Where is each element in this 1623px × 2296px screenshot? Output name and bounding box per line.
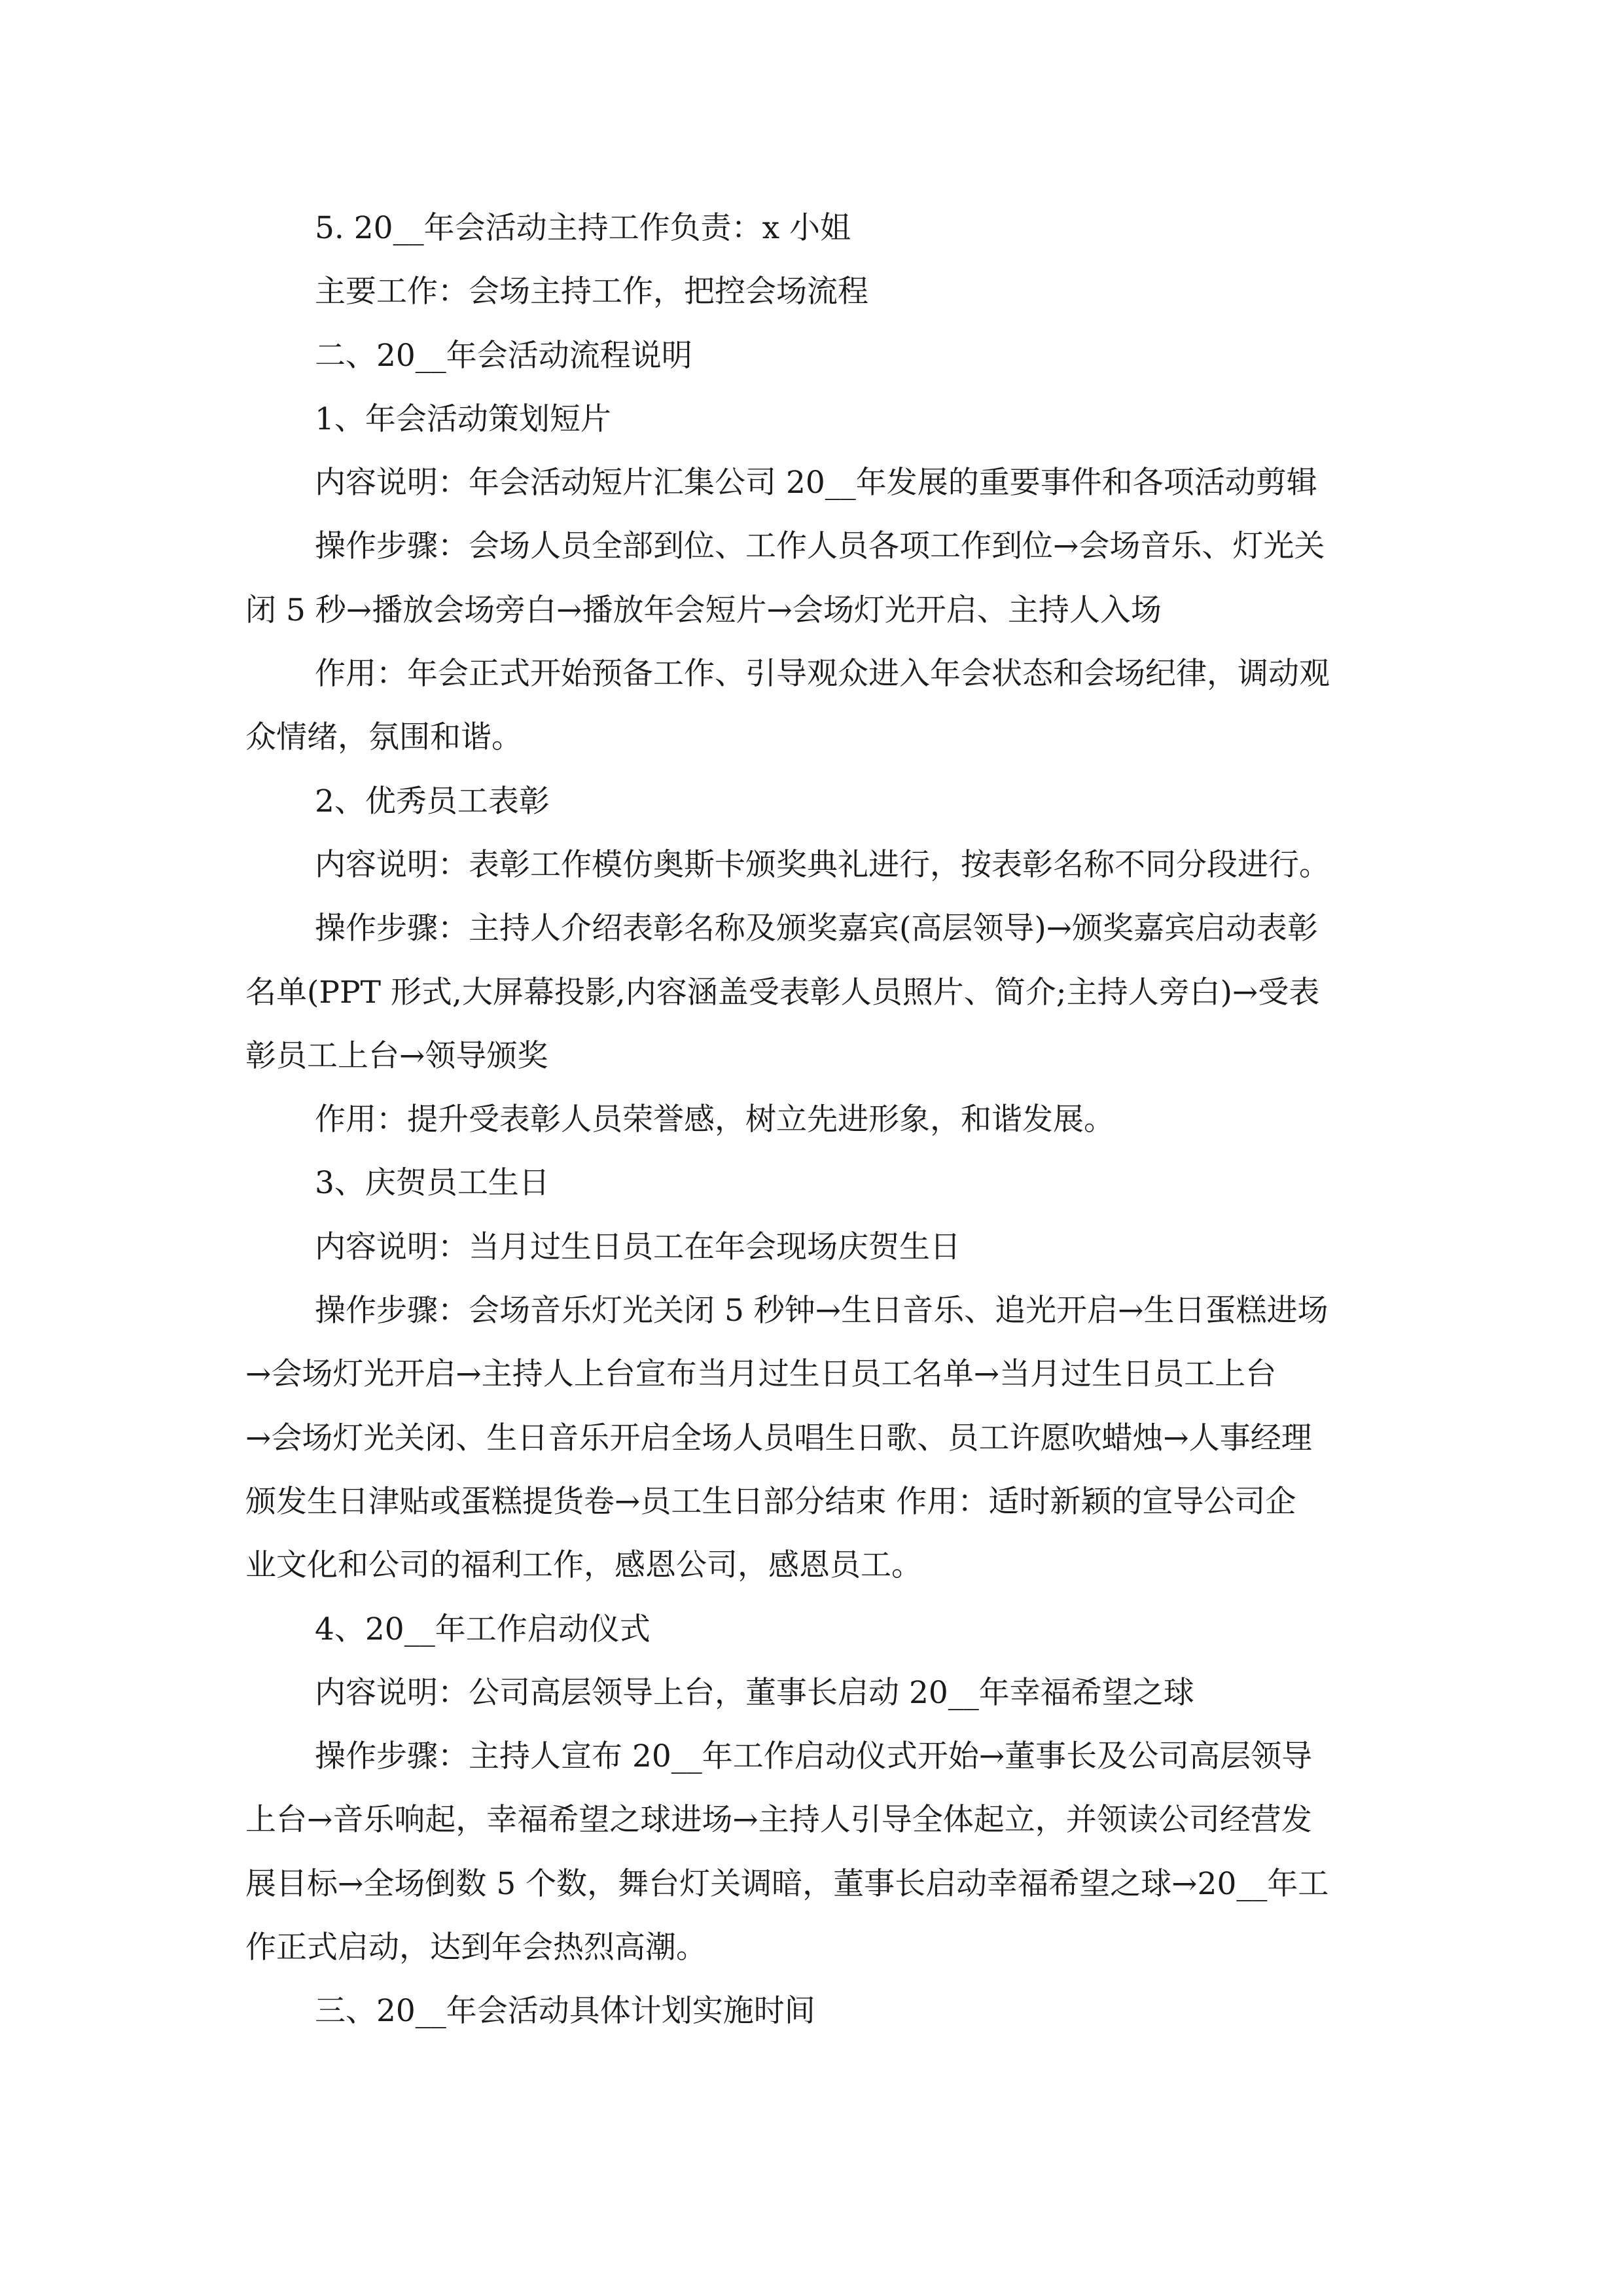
text-line: 3、庆贺员工生日 (315, 1165, 550, 1202)
text-line: 上台→音乐响起，幸福希望之球进场→主持人引导全体起立，并领读公司经营发 (245, 1802, 1312, 1839)
text-line: 1、年会活动策划短片 (315, 401, 611, 437)
text-line: 众情绪，氛围和谐。 (245, 719, 522, 756)
text-line: 4、20__年工作启动仪式 (315, 1611, 651, 1647)
text-line: 彰员工上台→领导颁奖 (245, 1037, 548, 1074)
text-line: 内容说明：当月过生日员工在年会现场庆贺生日 (315, 1229, 961, 1265)
text-line: 内容说明：公司高层领导上台，董事长启动 20__年幸福希望之球 (315, 1674, 1194, 1711)
text-line: 5. 20__年会活动主持工作负责：x 小姐 (315, 210, 851, 246)
text-line: 内容说明：表彰工作模仿奥斯卡颁奖典礼进行，按表彰名称不同分段进行。 (315, 846, 1330, 883)
text-line: 操作步骤：主持人宣布 20__年工作启动仪式开始→董事长及公司高层领导 (315, 1738, 1313, 1775)
text-line: 名单(PPT 形式,大屏幕投影,内容涵盖受表彰人员照片、简介;主持人旁白)→受表 (245, 974, 1320, 1011)
text-line: 作正式启动，达到年会热烈高潮。 (245, 1929, 707, 1966)
text-line: →会场灯光开启→主持人上台宣布当月过生日员工名单→当月过生日员工上台 (245, 1356, 1277, 1393)
text-line: 操作步骤：会场人员全部到位、工作人员各项工作到位→会场音乐、灯光关 (315, 528, 1325, 565)
text-line: 2、优秀员工表彰 (315, 783, 550, 819)
text-line: 主要工作：会场主持工作，把控会场流程 (315, 274, 868, 310)
text-line: →会场灯光关闭、生日音乐开启全场人员唱生日歌、员工许愿吹蜡烛→人事经理 (245, 1420, 1312, 1456)
text-line: 展目标→全场倒数 5 个数，舞台灯关调暗，董事长启动幸福希望之球→20__年工 (245, 1865, 1329, 1902)
text-line: 操作步骤：主持人介绍表彰名称及颁奖嘉宾(高层领导)→颁奖嘉宾启动表彰 (315, 910, 1319, 947)
text-line: 作用：年会正式开始预备工作、引导观众进入年会状态和会场纪律，调动观 (315, 656, 1330, 692)
text-line: 闭 5 秒→播放会场旁白→播放年会短片→会场灯光开启、主持人入场 (245, 592, 1162, 628)
text-line: 三、20__年会活动具体计划实施时间 (315, 1993, 815, 2030)
text-line: 内容说明：年会活动短片汇集公司 20__年发展的重要事件和各项活动剪辑 (315, 465, 1317, 501)
text-line: 颁发生日津贴或蛋糕提货卷→员工生日部分结束 作用：适时新颖的宣导公司企 (245, 1483, 1296, 1520)
text-line: 业文化和公司的福利工作，感恩公司，感恩员工。 (245, 1547, 922, 1584)
document-body (245, 196, 1387, 2043)
text-line: 操作步骤：会场音乐灯光关闭 5 秒钟→生日音乐、追光开启→生日蛋糕进场 (315, 1293, 1329, 1329)
text-line: 二、20__年会活动流程说明 (315, 337, 692, 374)
text-line: 作用：提升受表彰人员荣誉感，树立先进形象，和谐发展。 (315, 1102, 1115, 1138)
